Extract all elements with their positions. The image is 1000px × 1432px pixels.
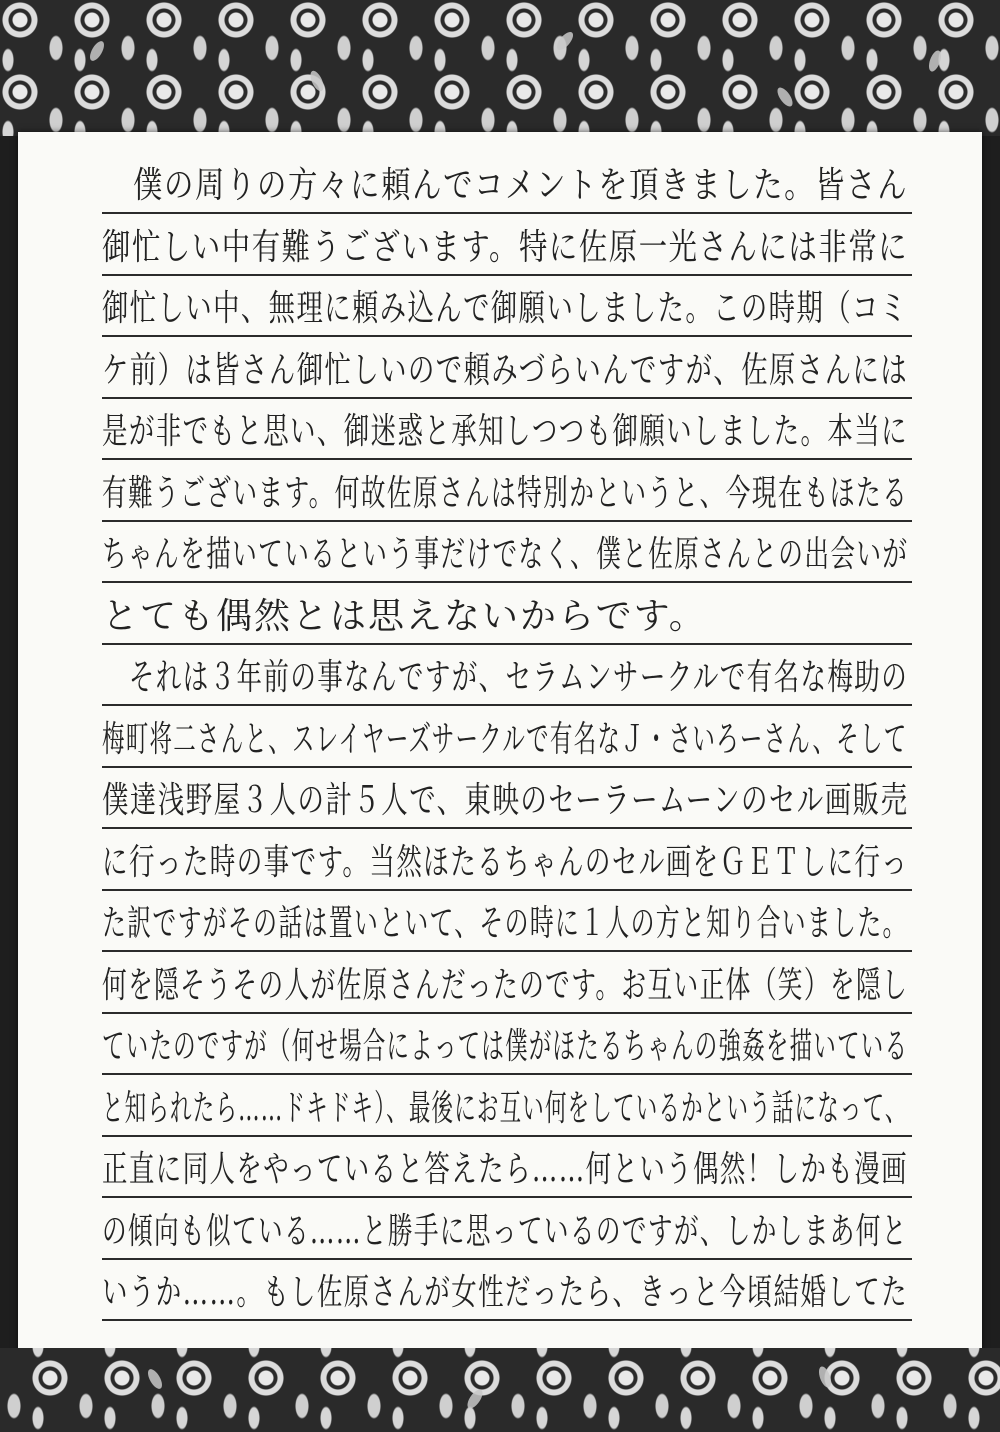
- text-line: [102, 1265, 912, 1321]
- lined-paper: [18, 132, 982, 1352]
- rose-pattern-bottom-border: [0, 1348, 1000, 1432]
- line-text: ちゃんを描いているという事だけでなく、僕と佐原さんとの出会いが: [102, 534, 909, 575]
- line-text: いうか……。もし佐原さんが女性だったら、きっと今頃結婚してた: [102, 1272, 908, 1313]
- text-line: [102, 1142, 912, 1198]
- line-text: 正直に同人をやっていると答えたら……何という偶然！しかも漫画: [102, 1149, 908, 1190]
- leaf-icon: [465, 1387, 486, 1411]
- line-text: 何を隠そうその人が佐原さんだったのです。お互い正体（笑）を隠し: [102, 964, 909, 1006]
- line-text: ていたのですが（何せ場合によっては僕がほたるちゃんの強姦を描いている: [102, 1026, 909, 1067]
- text-line: [102, 1081, 912, 1137]
- text-line: [102, 158, 912, 214]
- line-text: とても偶然とは思えないからです。: [102, 595, 707, 637]
- rose-pattern-top-border: [0, 0, 1000, 136]
- text-line: [102, 281, 912, 337]
- leaf-icon: [817, 1365, 834, 1389]
- line-text: の傾向も似ている……と勝手に思っているのですが、しかしまあ何と: [102, 1210, 908, 1252]
- text-line: [102, 404, 912, 460]
- text-line: [102, 896, 912, 952]
- text-line: [102, 343, 912, 399]
- text-line: [102, 650, 912, 706]
- text-line: [102, 589, 912, 645]
- text-line: [102, 773, 912, 829]
- text-line: [102, 466, 912, 522]
- line-text: 是が非でもと思い、御迷惑と承知しつつも御願いしました。本当に: [102, 411, 908, 452]
- line-text: た訳ですがその話は置いといて、その時に１人の方と知り合いました。: [102, 903, 908, 944]
- leaf-icon: [87, 39, 107, 63]
- line-text: 御忙しい中、無理に頼み込んで御願いしました。この時期（コミ: [102, 288, 908, 329]
- text-line: [102, 712, 912, 768]
- line-text: それは３年前の事なんですが、セラムンサークルで有名な梅助の: [102, 657, 909, 698]
- text-line: [102, 958, 912, 1014]
- line-text: ケ前）は皆さん御忙しいので頼みづらいんですが、佐原さんには: [102, 349, 909, 391]
- handwritten-text: [18, 132, 982, 1352]
- line-text: 僕達浅野屋３人の計５人で、東映のセーラームーンのセル画販売: [102, 780, 909, 821]
- text-line: [102, 527, 912, 583]
- text-line: [102, 1204, 912, 1260]
- leaf-icon: [308, 69, 326, 93]
- leaf-icon: [554, 29, 576, 52]
- text-line: [102, 1019, 912, 1075]
- line-text: に行った時の事です。当然ほたるちゃんのセル画をＧＥＴしに行っ: [102, 841, 909, 883]
- line-text: 僕の周りの方々に頼んでコメントを頂きました。皆さん: [102, 165, 909, 206]
- leaf-icon: [927, 49, 944, 73]
- leaf-icon: [145, 1367, 165, 1391]
- leaf-icon: [775, 85, 796, 109]
- text-line: [102, 835, 912, 891]
- text-line: [102, 220, 912, 276]
- line-text: 梅町将二さんと、スレイヤーズサークルで有名なＪ・さいろーさん、そして: [102, 718, 908, 760]
- line-text: 御忙しい中有難うございます。特に佐原一光さんには非常に: [102, 226, 909, 268]
- line-text: 有難うございます。何故佐原さんは特別かというと、今現在もほたる: [102, 472, 909, 514]
- line-text: と知られたら……ドキドキ）、最後にお互い何をしているかという話になって、: [102, 1087, 908, 1129]
